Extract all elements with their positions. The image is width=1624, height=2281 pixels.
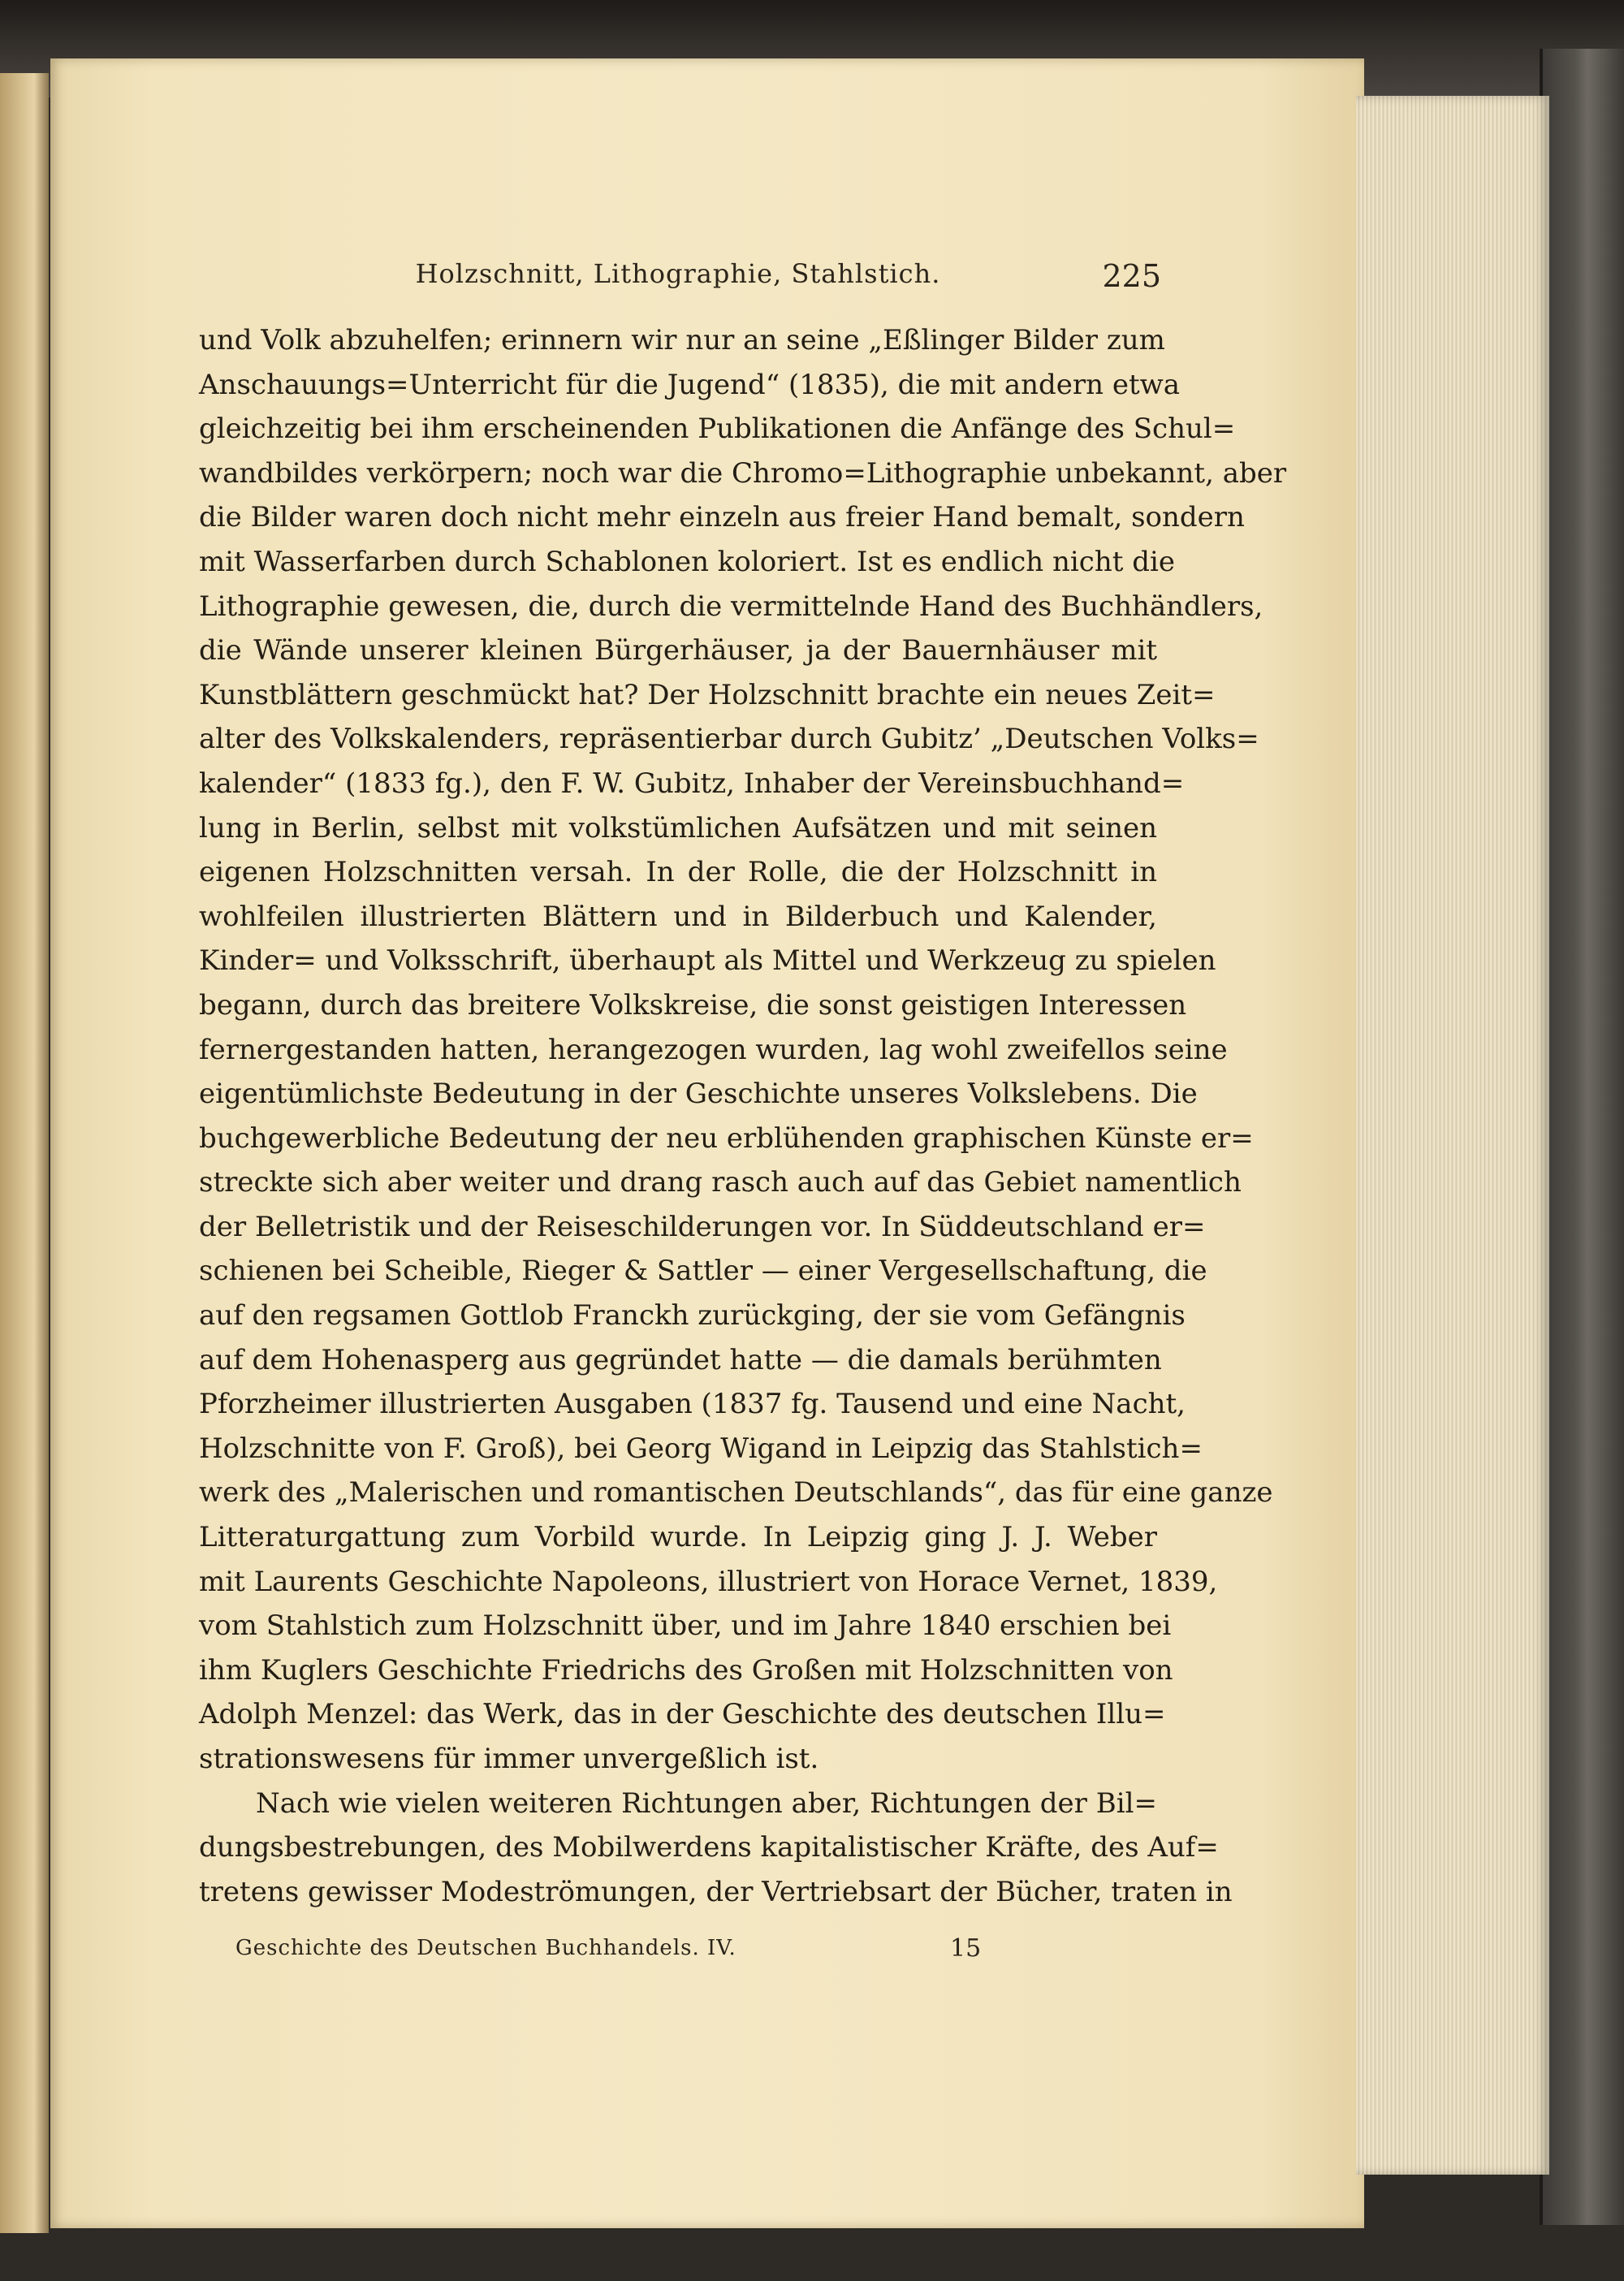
text-line: Lithographie gewesen, die, durch die vermittelnde Hand des Buchhändlers,: [199, 590, 1263, 623]
text-line: tretens gewisser Modeströmungen, der Vertriebsart der Bücher, traten in: [199, 1875, 1233, 1908]
text-line: Kunstblättern geschmückt hat? Der Holzschnitt brachte ein neues Zeit=: [199, 678, 1216, 711]
text-line: mit Laurents Geschichte Napoleons, illustriert von Horace Vernet, 1839,: [199, 1565, 1218, 1598]
text-line: und Volk abzuhelfen; erinnern wir nur an seine „Eßlinger Bilder zum: [199, 324, 1165, 356]
text-line: eigentümlichste Bedeutung in der Geschichte unseres Volkslebens. Die: [199, 1078, 1198, 1111]
text-line: die Wände unserer kleinen Bürgerhäuser, ja der Bauernhäuser mit: [199, 634, 1157, 667]
text-line: wohlfeilen illustrierten Blättern und in Bilderbuch und Kalender,: [199, 900, 1157, 933]
text-line: schienen bei Scheible, Rieger & Sattler — einer Vergesellschaftung, die: [199, 1255, 1207, 1288]
body-text: [199, 318, 1287, 1914]
text-line: strationswesens für immer unvergeßlich ist.: [199, 1743, 819, 1775]
text-line: buchgewerbliche Bedeutung der neu erblühenden graphischen Künste er=: [199, 1121, 1254, 1155]
book-cover-spine: [1540, 49, 1624, 2225]
text-line: eigenen Holzschnitten versah. In der Rolle, die der Holzschnitt in: [199, 856, 1157, 889]
text-line: werk des „Malerischen und romantischen Deutschlands“, das für eine ganze: [199, 1476, 1273, 1510]
text-line: kalender“ (1833 fg.), den F. W. Gubitz, Inhaber der Vereinsbuchhand=: [199, 767, 1185, 800]
sheet-signature: 15: [950, 1934, 982, 1963]
text-line: mit Wasserfarben durch Schablonen koloriert. Ist es endlich nicht die: [199, 545, 1175, 578]
text-line: dungsbestrebungen, des Mobilwerdens kapitalistischer Kräfte, des Auf=: [199, 1831, 1219, 1864]
text-line: Anschauungs=Unterricht für die Jugend“ (1835), die mit andern etwa: [199, 368, 1180, 401]
text-line: der Belletristik und der Reiseschilderungen vor. In Süddeutschland er=: [199, 1210, 1206, 1243]
text-line: Adolph Menzel: das Werk, das in der Geschichte des deutschen Illu=: [199, 1698, 1166, 1731]
text-line: lung in Berlin, selbst mit volkstümlichen Aufsätzen und mit seinen: [199, 811, 1157, 845]
text-line: Kinder= und Volksschrift, überhaupt als Mittel und Werkzeug zu spielen: [199, 944, 1216, 978]
page-fore-edge: [1356, 96, 1549, 2175]
text-line: auf dem Hohenasperg aus gegründet hatte — die damals berühmten: [199, 1343, 1162, 1376]
text-line: auf den regsamen Gottlob Franckh zurückging, der sie vom Gefängnis: [199, 1299, 1186, 1333]
footer-book-title: Geschichte des Deutschen Buchhandels. IV.: [235, 1936, 736, 1960]
text-line: Litteraturgattung zum Vorbild wurde. In Leipzig ging J. J. Weber: [199, 1521, 1157, 1554]
running-title: Holzschnitt, Lithographie, Stahlstich.: [415, 258, 941, 289]
text-line: Holzschnitte von F. Groß), bei Georg Wigand in Leipzig das Stahlstich=: [199, 1432, 1203, 1465]
text-line: begann, durch das breitere Volkskreise, die sonst geistigen Interessen: [199, 988, 1187, 1022]
text-line: vom Stahlstich zum Holzschnitt über, und im Jahre 1840 erschien bei: [199, 1609, 1172, 1643]
text-line: wandbildes verkörpern; noch war die Chromo=Lithographie unbekannt, aber: [199, 456, 1287, 490]
paragraph-start-line: Nach wie vielen weiteren Richtungen aber, Richtungen der Bil=: [256, 1786, 1157, 1820]
text-line: gleichzeitig bei ihm erscheinenden Publikationen die Anfänge des Schul=: [199, 413, 1236, 446]
text-line: Pforzheimer illustrierten Ausgaben (1837 fg. Tausend und eine Nacht,: [199, 1388, 1186, 1421]
text-line: alter des Volkskalenders, repräsentierbar durch Gubitz’ „Deutschen Volks=: [199, 723, 1259, 756]
page-number: 225: [1102, 258, 1161, 294]
left-page-edge: [0, 73, 49, 2233]
text-line: streckte sich aber weiter und drang rasch auch auf das Gebiet namentlich: [199, 1166, 1242, 1199]
text-line: ihm Kuglers Geschichte Friedrichs des Großen mit Holzschnitten von: [199, 1653, 1173, 1687]
text-line: die Bilder waren doch nicht mehr einzeln aus freier Hand bemalt, sondern: [199, 501, 1245, 534]
text-line: fernergestanden hatten, herangezogen wurden, lag wohl zweifellos seine: [199, 1033, 1228, 1066]
